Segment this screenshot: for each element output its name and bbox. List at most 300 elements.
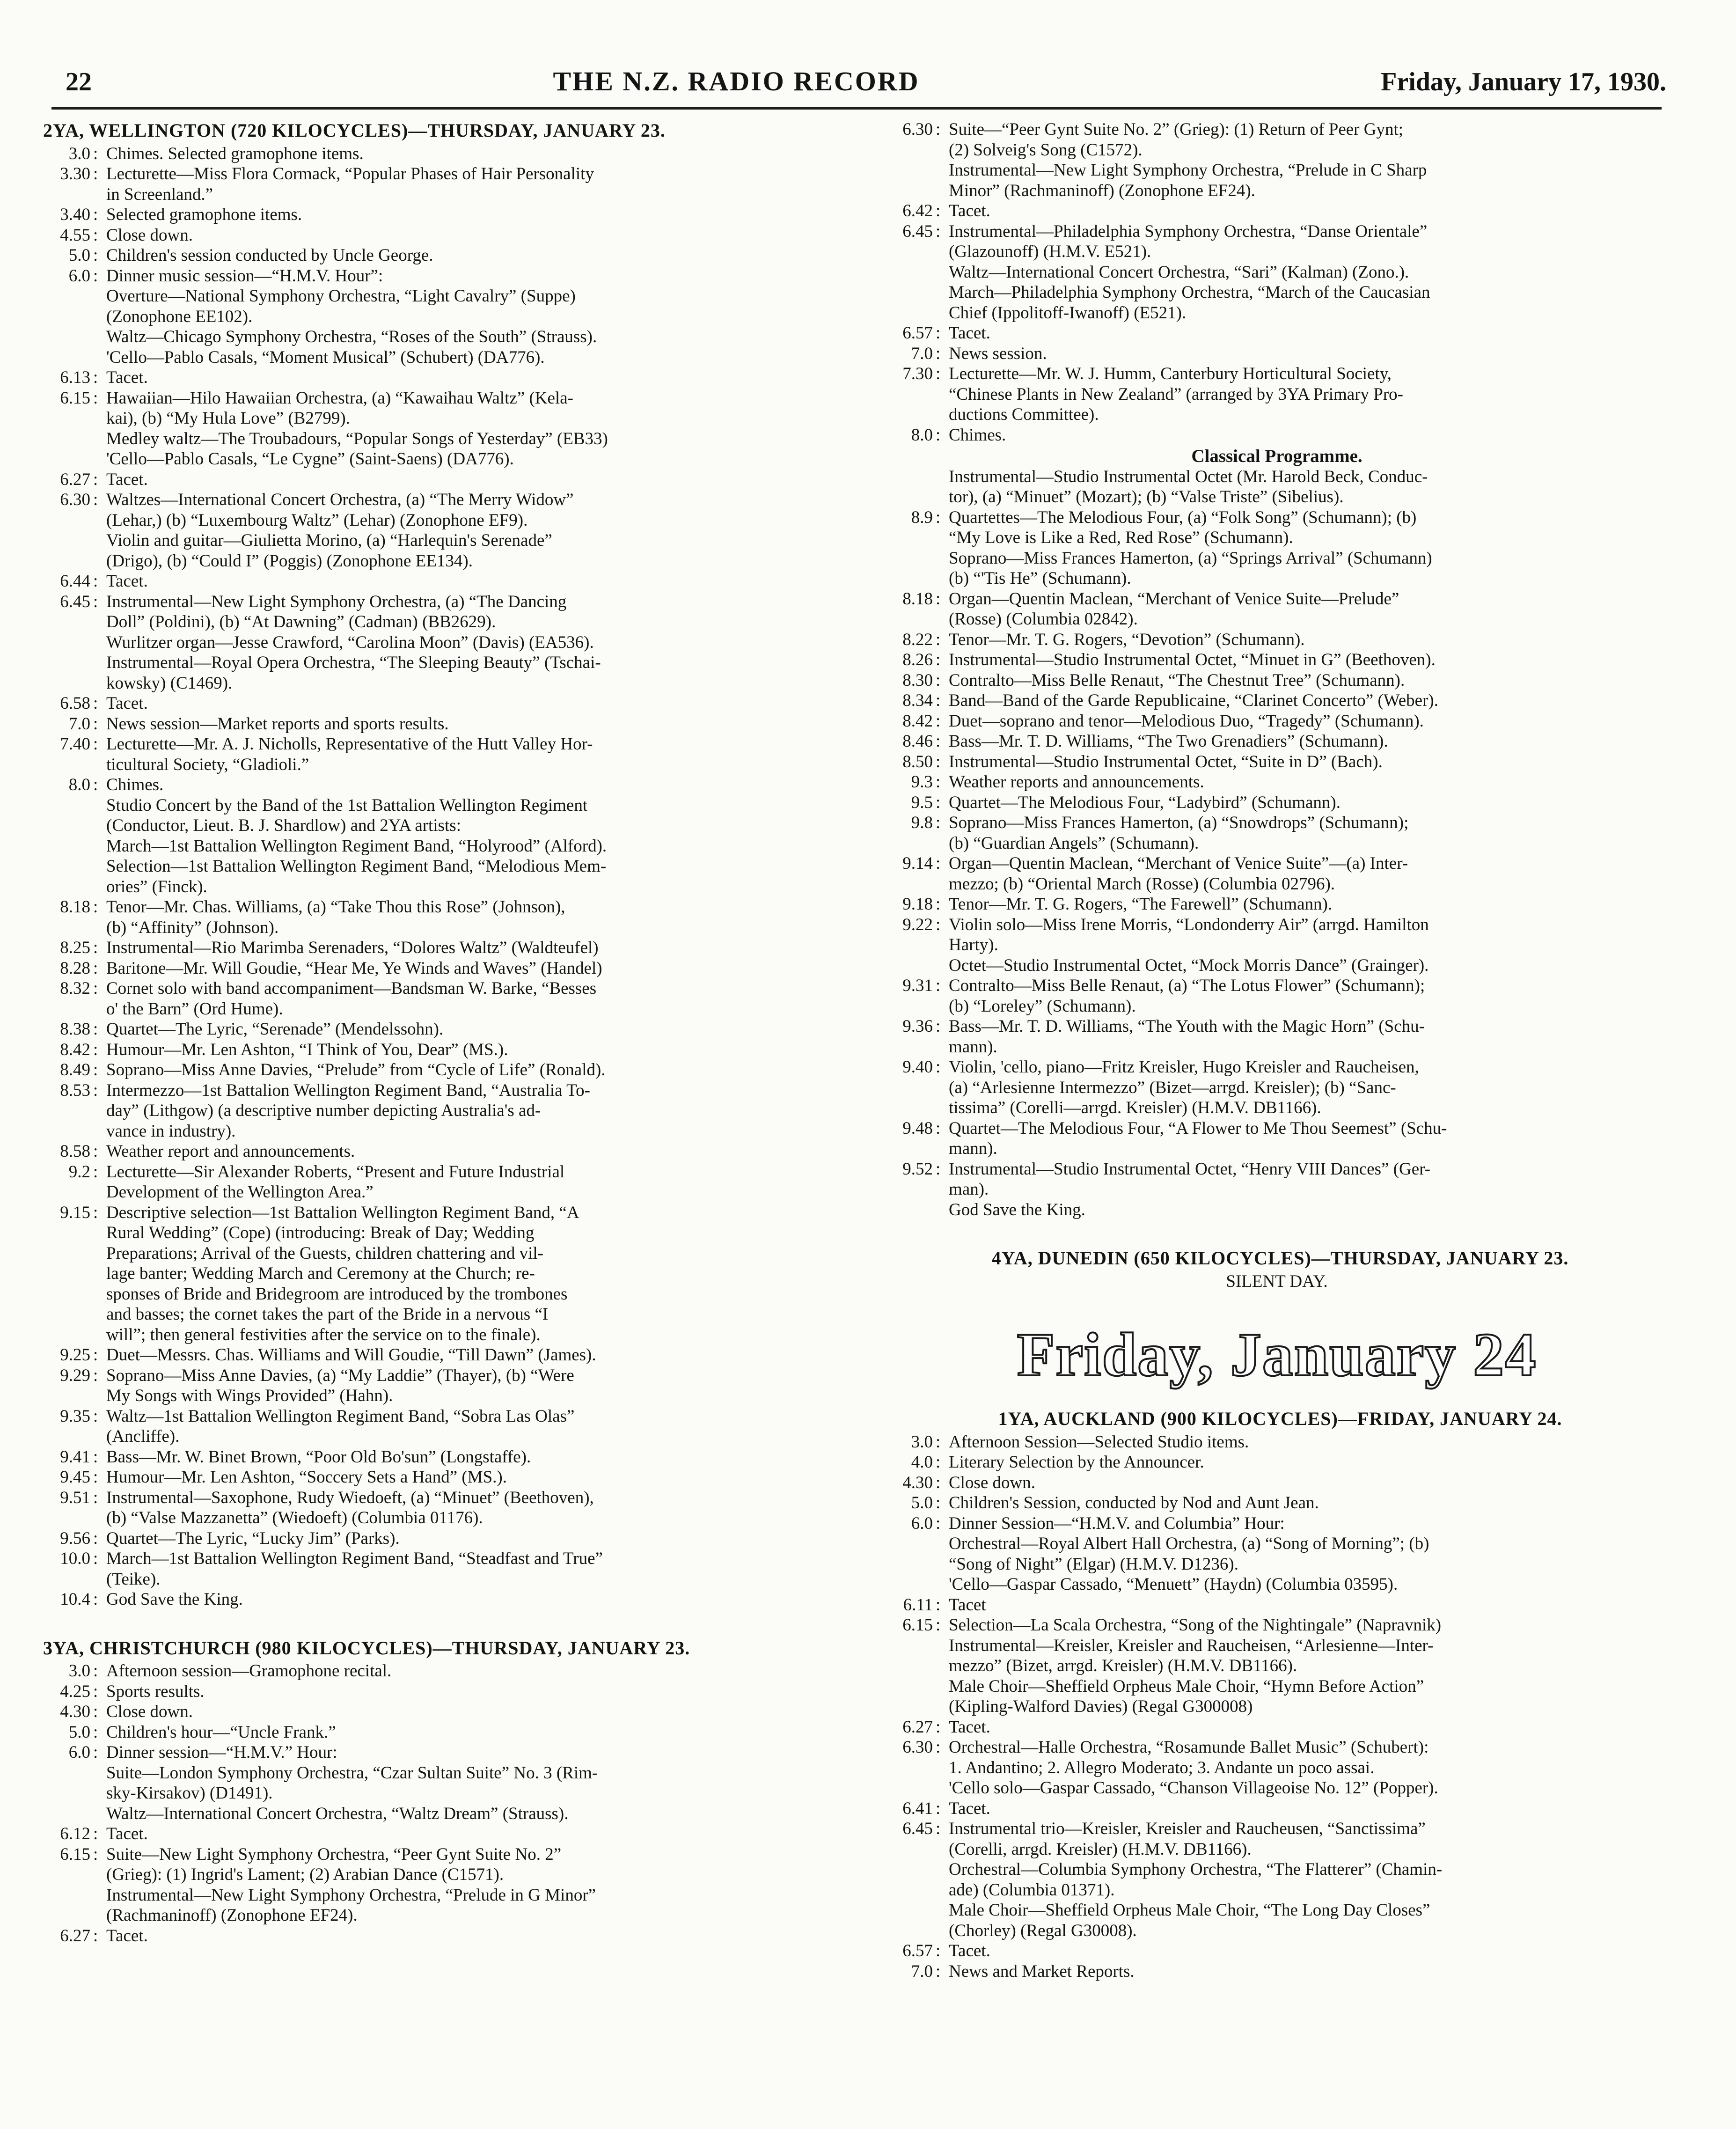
listing-time: 9.35 — [60, 1406, 90, 1426]
time-separator: : — [93, 592, 98, 611]
listing-continuation: 'Cello—Gaspar Cassado, “Menuett” (Haydn) (Columbia 03595). — [949, 1575, 1398, 1594]
listing-text: Dinner Session—“H.M.V. and Columbia” Hour: — [949, 1513, 1285, 1533]
listing-entry — [37, 1926, 851, 1946]
section-gap — [879, 1220, 1675, 1247]
listing-time: 9.41 — [60, 1447, 90, 1467]
listing-entry — [879, 1961, 1675, 1982]
listing-entry — [879, 589, 1675, 609]
listing-time: 9.51 — [60, 1488, 90, 1507]
listing-time: 6.0 — [68, 266, 90, 286]
listing-text: Quartettes—The Melodious Four, (a) “Folk Song” (Schumann); (b) — [949, 507, 1417, 527]
station-heading: 4YA, DUNEDIN (650 KILOCYCLES)—THURSDAY, JANUARY 23. — [991, 1248, 1569, 1269]
listing-continuation: (Zonophone EE102). — [106, 307, 253, 326]
listing-time: 8.50 — [902, 752, 933, 771]
listing-time: 8.42 — [902, 711, 933, 731]
time-separator: : — [93, 1824, 98, 1843]
listing-time: 6.13 — [60, 368, 90, 387]
listing-entry — [37, 1589, 851, 1610]
time-separator: : — [936, 120, 941, 139]
listing-text: Quartet—The Lyric, “Lucky Jim” (Parks). — [106, 1528, 400, 1548]
time-separator: : — [93, 470, 98, 489]
listing-text: Contralto—Miss Belle Renaut, “The Chestnut Tree” (Schumann). — [949, 670, 1405, 690]
listing-text: Lecturette—Sir Alexander Roberts, “Present and Future Industrial — [106, 1162, 565, 1182]
listing-continuation: Development of the Wellington Area.” — [106, 1182, 374, 1202]
listing-time: 8.25 — [60, 938, 90, 957]
listing-text: Afternoon session—Gramophone recital. — [106, 1661, 392, 1681]
listing-entry — [879, 915, 1675, 935]
listing-text: Baritone—Mr. Will Goudie, “Hear Me, Ye Winds and Waves” (Handel) — [106, 958, 602, 978]
time-separator: : — [936, 364, 941, 383]
listing-time: 6.15 — [902, 1615, 933, 1635]
listing-continuation: ductions Committee). — [949, 405, 1099, 424]
listing-continuation: Harty). — [949, 935, 998, 954]
time-separator: : — [93, 1447, 98, 1467]
listing-text: Tenor—Mr. T. G. Rogers, “The Farewell” (Schumann). — [949, 895, 1333, 914]
time-separator: : — [936, 895, 941, 914]
time-separator: : — [936, 1799, 941, 1818]
listing-entry — [879, 772, 1675, 793]
listing-text: Band—Band of the Garde Republicaine, “Clarinet Concerto” (Weber). — [949, 691, 1438, 710]
time-separator: : — [93, 1844, 98, 1864]
time-separator: : — [936, 650, 941, 669]
time-separator: : — [936, 1118, 941, 1138]
listing-text: Tacet — [949, 1595, 986, 1615]
listing-continuation: in Screenland.” — [106, 184, 213, 204]
listing-text: Soprano—Miss Anne Davies, “Prelude” from “Cycle of Life” (Ronald). — [106, 1060, 606, 1079]
listing-continuation: Minor” (Rachmaninoff) (Zonophone EF24). — [949, 181, 1255, 200]
listing-continuation: sky-Kirsakov) (D1491). — [106, 1784, 273, 1803]
time-separator: : — [93, 1702, 98, 1721]
listing-text: Instrumental—Rio Marimba Serenaders, “Dolores Waltz” (Waldteufel) — [106, 938, 599, 957]
listing-continuation: “Chinese Plants in New Zealand” (arranged by 3YA Primary Pro- — [949, 384, 1403, 404]
listing-continuation: ade) (Columbia 01371). — [949, 1880, 1115, 1900]
listing-entry — [879, 650, 1675, 670]
listing-time: 4.30 — [902, 1473, 933, 1492]
listing-continuation: Instrumental—Royal Opera Orchestra, “The Sleeping Beauty” (Tschai- — [106, 653, 601, 672]
listing-time: 6.11 — [903, 1595, 933, 1615]
listing-continuation: o' the Barn” (Ord Hume). — [106, 999, 283, 1019]
listing-text: Afternoon Session—Selected Studio items. — [949, 1432, 1249, 1452]
listing-text: Tacet. — [949, 201, 990, 220]
listing-entry — [879, 221, 1675, 242]
listing-text: Tacet. — [106, 470, 148, 489]
listing-continuation: (b) “Guardian Angels” (Schumann). — [949, 833, 1199, 853]
page-header — [66, 66, 1666, 108]
listing-time: 4.25 — [60, 1681, 90, 1701]
listing-time: 6.30 — [902, 120, 933, 139]
time-separator: : — [93, 1142, 98, 1161]
listing-text: Selected gramophone items. — [106, 205, 302, 224]
listing-time: 9.15 — [60, 1203, 90, 1222]
silent-day-notice: SILENT DAY. — [1226, 1271, 1328, 1291]
time-separator: : — [936, 711, 941, 731]
listing-continuation: 'Cello—Pablo Casals, “Le Cygne” (Saint-Saens) (DA776). — [106, 449, 514, 469]
listing-time: 4.0 — [911, 1453, 933, 1472]
listing-continuation: Studio Concert by the Band of the 1st Battalion Wellington Regiment — [106, 795, 588, 815]
listing-entry — [37, 490, 851, 510]
listing-continuation: March—Philadelphia Symphony Orchestra, “March of the Caucasian — [949, 283, 1430, 302]
listing-text: Quartet—The Lyric, “Serenade” (Mendelssohn). — [106, 1020, 444, 1039]
listing-continuation: Instrumental—Studio Instrumental Octet (Mr. Harold Beck, Conduc- — [949, 467, 1428, 486]
time-separator: : — [936, 1941, 941, 1960]
listing-time: 8.18 — [60, 897, 90, 917]
time-separator: : — [93, 1528, 98, 1548]
listing-entry — [879, 894, 1675, 915]
listing-time: 7.0 — [911, 344, 933, 363]
listing-text: Tacet. — [949, 323, 990, 343]
listing-continuation: man). — [949, 1180, 989, 1199]
listing-continuation: Suite—London Symphony Orchestra, “Czar Sultan Suite” No. 3 (Rim- — [106, 1763, 598, 1783]
listing-continuation: mezzo” (Bizet, arrgd. Kreisler) (H.M.V. DB1166). — [949, 1656, 1297, 1675]
listing-time: 3.0 — [68, 1661, 90, 1681]
listing-continuation: (Lehar,) (b) “Luxembourg Waltz” (Lehar) (Zonophone EF9). — [106, 510, 528, 530]
listing-time: 9.22 — [902, 915, 933, 934]
listing-continuation: Violin and guitar—Giulietta Morino, (a) “Harlequin's Serenade” — [106, 531, 552, 550]
listing-entry — [879, 976, 1675, 996]
time-separator: : — [93, 1365, 98, 1385]
listing-entry — [879, 323, 1675, 344]
listing-entry — [37, 775, 851, 795]
listing-continuation: Overture—National Symphony Orchestra, “Light Cavalry” (Suppe) — [106, 286, 576, 306]
time-separator: : — [93, 1590, 98, 1609]
listing-text: Suite—“Peer Gynt Suite No. 2” (Grieg): (1) Return of Peer Gynt; — [949, 120, 1404, 139]
listing-time: 9.3 — [911, 772, 933, 792]
listing-entry — [879, 1799, 1675, 1819]
listing-continuation: (Rachmaninoff) (Zonophone EF24). — [106, 1906, 358, 1925]
listing-text: Instrumental—Studio Instrumental Octet, “Suite in D” (Bach). — [949, 752, 1383, 771]
listing-entry — [879, 813, 1675, 833]
listing-continuation: Instrumental—Kreisler, Kreisler and Raucheisen, “Arlesienne—Inter- — [949, 1636, 1434, 1655]
listing-time: 6.45 — [902, 221, 933, 241]
listing-text: Dinner session—“H.M.V.” Hour: — [106, 1743, 337, 1762]
listing-entry — [879, 1473, 1675, 1493]
listing-entry — [37, 1203, 851, 1223]
listing-entry — [37, 1040, 851, 1060]
listing-continuation: mezzo; (b) “Oriental March (Rosse) (Columbia 02796). — [949, 874, 1335, 894]
listing-text: March—1st Battalion Wellington Regiment Band, “Steadfast and True” — [106, 1549, 603, 1568]
listing-text: God Save the King. — [106, 1590, 243, 1609]
time-separator: : — [93, 1162, 98, 1182]
listing-text: Tacet. — [106, 1926, 148, 1945]
time-separator: : — [93, 694, 98, 713]
time-separator: : — [936, 1961, 941, 1981]
listing-text: Weather reports and announcements. — [949, 772, 1204, 792]
listing-time: 6.27 — [902, 1717, 933, 1737]
listing-text: Children's session conducted by Uncle George. — [106, 246, 433, 265]
listing-time: 9.25 — [60, 1345, 90, 1365]
listing-continuation: (Ancliffe). — [106, 1427, 180, 1446]
listing-text: News session. — [949, 344, 1047, 363]
listing-time: 8.49 — [60, 1060, 90, 1079]
time-separator: : — [93, 1549, 98, 1568]
listing-entry — [37, 1681, 851, 1702]
listing-entry — [879, 1493, 1675, 1513]
listing-continuation: Male Choir—Sheffield Orpheus Male Choir, “Hymn Before Action” — [949, 1676, 1424, 1696]
listing-continuation: (Corelli, arrgd. Kreisler) (H.M.V. DB1166). — [949, 1839, 1252, 1859]
listing-time: 6.0 — [911, 1513, 933, 1533]
listing-text: Lecturette—Mr. A. J. Nicholls, Representative of the Hutt Valley Hor- — [106, 734, 593, 754]
listing-continuation: tor), (a) “Minuet” (Mozart); (b) “Valse Triste” (Sibelius). — [949, 487, 1344, 507]
time-separator: : — [93, 205, 98, 224]
listing-continuation: (a) “Arlesienne Intermezzo” (Bizet—arrgd. Kreisler); (b) “Sanc- — [949, 1078, 1396, 1097]
listing-text: Humour—Mr. Len Ashton, “Soccery Sets a Hand” (MS.). — [106, 1468, 507, 1487]
listing-text: Contralto—Miss Belle Renaut, (a) “The Lotus Flower” (Schumann); — [949, 976, 1425, 995]
listing-entry — [879, 690, 1675, 711]
listing-entry — [37, 693, 851, 714]
listing-time: 8.9 — [911, 507, 933, 527]
listing-text: Tacet. — [106, 1824, 148, 1843]
listing-text: Lecturette—Mr. W. J. Humm, Canterbury Horticultural Society, — [949, 364, 1392, 383]
listing-entry — [37, 205, 851, 225]
listing-text: Literary Selection by the Announcer. — [949, 1453, 1204, 1472]
time-separator: : — [936, 1159, 941, 1179]
publication-title: THE N.Z. RADIO RECORD — [553, 66, 920, 96]
listing-continuation: (Kipling-Walford Davies) (Regal G300008) — [949, 1697, 1253, 1716]
time-separator: : — [936, 1738, 941, 1757]
listing-continuation: Medley waltz—The Troubadours, “Popular Songs of Yesterday” (EB33) — [106, 429, 608, 448]
listing-entry — [879, 1159, 1675, 1180]
time-separator: : — [936, 1453, 941, 1472]
listing-continuation: God Save the King. — [949, 1200, 1085, 1219]
listing-time: 9.29 — [60, 1365, 90, 1385]
time-separator: : — [936, 507, 941, 527]
time-separator: : — [936, 589, 941, 609]
listing-text: Sports results. — [106, 1681, 205, 1701]
listing-entry — [879, 1432, 1675, 1453]
listing-entry — [879, 711, 1675, 732]
time-separator: : — [936, 915, 941, 934]
time-separator: : — [93, 714, 98, 734]
listing-text: News session—Market reports and sports results. — [106, 714, 449, 734]
listing-text: Soprano—Miss Frances Hamerton, (a) “Snowdrops” (Schumann); — [949, 813, 1409, 832]
time-separator: : — [936, 691, 941, 710]
listing-entry — [879, 1941, 1675, 1961]
time-separator: : — [936, 221, 941, 241]
listing-text: Instrumental trio—Kreisler, Kreisler and Raucheusen, “Sanctissima” — [949, 1819, 1426, 1838]
listing-entry — [37, 734, 851, 755]
listing-entry — [879, 119, 1675, 140]
time-separator: : — [936, 1473, 941, 1492]
listing-continuation: (b) “Loreley” (Schumann). — [949, 996, 1136, 1016]
listing-text: Tacet. — [106, 694, 148, 713]
listing-text: Soprano—Miss Anne Davies, (a) “My Laddie” (Thayer), (b) “Were — [106, 1365, 574, 1385]
time-separator: : — [936, 976, 941, 995]
time-separator: : — [93, 775, 98, 794]
listing-text: Quartet—The Melodious Four, “Ladybird” (Schumann). — [949, 793, 1340, 812]
listing-time: 6.57 — [902, 1941, 933, 1960]
listing-continuation: (Conductor, Lieut. B. J. Shardlow) and 2YA artists: — [106, 816, 461, 835]
listing-entry — [37, 1080, 851, 1101]
time-separator: : — [936, 1057, 941, 1077]
listing-entry — [37, 978, 851, 999]
header-rule — [51, 107, 1662, 110]
listing-time: 10.0 — [60, 1549, 90, 1568]
section-gap — [37, 1610, 851, 1637]
listing-entry — [37, 144, 851, 164]
listing-time: 6.57 — [902, 323, 933, 343]
listing-entry — [879, 1513, 1675, 1534]
listing-entry — [879, 1452, 1675, 1473]
listing-entry — [37, 897, 851, 918]
listing-entry — [879, 1016, 1675, 1037]
listing-text: Tenor—Mr. Chas. Williams, (a) “Take Thou this Rose” (Johnson), — [106, 897, 565, 917]
listing-entry — [37, 1406, 851, 1427]
listing-continuation: “My Love is Like a Red, Red Rose” (Schumann). — [949, 528, 1293, 547]
listing-continuation: Soprano—Miss Frances Hamerton, (a) “Springs Arrival” (Schumann) — [949, 548, 1432, 568]
time-separator: : — [93, 144, 98, 163]
listing-time: 9.36 — [902, 1017, 933, 1036]
listing-entry — [37, 367, 851, 388]
listing-text: Tacet. — [106, 368, 148, 387]
listing-continuation: (Drigo), (b) “Could I” (Poggis) (Zonophone EE134). — [106, 551, 473, 571]
time-separator: : — [93, 734, 98, 754]
listing-entry — [37, 592, 851, 612]
time-separator: : — [936, 630, 941, 649]
listing-continuation: Waltz—Chicago Symphony Orchestra, “Roses of the South” (Strauss). — [106, 327, 597, 346]
listing-text: Waltz—1st Battalion Wellington Regiment Band, “Sobra Las Olas” — [106, 1406, 575, 1426]
listing-text: Duet—Messrs. Chas. Williams and Will Goudie, “Till Dawn” (James). — [106, 1345, 596, 1365]
time-separator: : — [936, 670, 941, 690]
time-separator: : — [936, 1432, 941, 1452]
listing-text: Instrumental—Philadelphia Symphony Orchestra, “Danse Orientale” — [949, 221, 1428, 241]
listing-time: 6.44 — [60, 572, 90, 591]
listing-entry — [37, 245, 851, 266]
listing-continuation: Rural Wedding” (Cope) (introducing: Break of Day; Wedding — [106, 1223, 535, 1242]
listing-continuation: Wurlitzer organ—Jesse Crawford, “Carolina Moon” (Davis) (EA536). — [106, 632, 594, 652]
listing-entry — [37, 1141, 851, 1162]
listing-text: Organ—Quentin Maclean, “Merchant of Venice Suite—Prelude” — [949, 589, 1399, 609]
listing-continuation: ticultural Society, “Gladioli.” — [106, 755, 309, 774]
listing-text: Cornet solo with band accompaniment—Bandsman W. Barke, “Besses — [106, 979, 597, 998]
listing-time: 4.55 — [60, 225, 90, 245]
time-separator: : — [936, 813, 941, 832]
listing-entry — [879, 1057, 1675, 1078]
listing-time: 9.2 — [68, 1162, 90, 1182]
listing-text: Selection—La Scala Orchestra, “Song of the Nightingale” (Napravnik) — [949, 1615, 1442, 1635]
listing-text: Humour—Mr. Len Ashton, “I Think of You, Dear” (MS.). — [106, 1040, 508, 1059]
listing-continuation: Doll” (Poldini), (b) “At Dawning” (Cadman) (BB2629). — [106, 612, 496, 631]
listing-time: 9.45 — [60, 1468, 90, 1487]
listing-continuation: will”; then general festivities after the service on to the finale). — [106, 1325, 541, 1344]
listing-continuation: day” (Lithgow) (a descriptive number depicting Australia's ad- — [106, 1101, 541, 1120]
listing-text: Bass—Mr. W. Binet Brown, “Poor Old Bo'sun” (Longstaffe). — [106, 1447, 531, 1467]
listing-entry — [37, 1060, 851, 1080]
listing-entry — [37, 266, 851, 286]
listing-entry — [879, 201, 1675, 221]
listing-continuation: Instrumental—New Light Symphony Orchestra, “Prelude in G Minor” — [106, 1885, 596, 1905]
listing-entry — [879, 853, 1675, 874]
time-separator: : — [936, 1017, 941, 1036]
time-separator: : — [93, 164, 98, 184]
listing-text: Violin, 'cello, piano—Fritz Kreisler, Hugo Kreisler and Raucheisen, — [949, 1057, 1419, 1077]
time-separator: : — [93, 1661, 98, 1681]
listing-continuation: (b) “Valse Mazzanetta” (Wiedoeft) (Columbia 01176). — [106, 1508, 483, 1527]
listing-entry — [879, 1737, 1675, 1758]
listing-time: 7.40 — [60, 734, 90, 754]
listing-text: Chimes. — [106, 775, 164, 794]
listing-time: 3.30 — [60, 164, 90, 184]
programme-subheading: Classical Programme. — [1191, 446, 1362, 466]
issue-date: Friday, January 17, 1930. — [1381, 67, 1666, 96]
listing-entry — [37, 388, 851, 409]
listing-time: 5.0 — [68, 246, 90, 265]
listing-time: 9.18 — [902, 895, 933, 914]
listing-entry — [37, 1467, 851, 1488]
listing-time: 6.0 — [68, 1743, 90, 1762]
time-separator: : — [93, 958, 98, 978]
listing-entry — [37, 958, 851, 979]
left-column — [37, 119, 851, 1946]
page-number: 22 — [66, 67, 92, 96]
time-separator: : — [936, 323, 941, 343]
listing-time: 6.15 — [60, 1844, 90, 1864]
listing-entry — [37, 1488, 851, 1508]
listing-entry — [879, 793, 1675, 813]
listing-time: 9.14 — [902, 854, 933, 873]
day-heading: Friday, January 24 — [1017, 1320, 1537, 1389]
listing-entry — [37, 1528, 851, 1549]
listing-time: 3.0 — [68, 144, 90, 163]
listing-text: Suite—New Light Symphony Orchestra, “Peer Gynt Suite No. 2” — [106, 1844, 562, 1864]
listing-time: 6.42 — [902, 201, 933, 220]
listing-entry — [879, 1615, 1675, 1636]
listing-entry — [37, 1162, 851, 1182]
listing-continuation: sponses of Bride and Bridegroom are introduced by the trombones — [106, 1284, 568, 1304]
time-separator: : — [93, 1743, 98, 1762]
listing-time: 8.42 — [60, 1040, 90, 1059]
time-separator: : — [93, 246, 98, 265]
station-heading: 1YA, AUCKLAND (900 KILOCYCLES)—FRIDAY, JANUARY 24. — [998, 1408, 1562, 1429]
listing-time: 9.5 — [911, 793, 933, 812]
listing-time: 3.40 — [60, 205, 90, 224]
listing-continuation: Preparations; Arrival of the Guests, children chattering and vil- — [106, 1243, 543, 1263]
listing-text: Instrumental—Studio Instrumental Octet, “Henry VIII Dances” (Ger- — [949, 1159, 1431, 1179]
listing-time: 5.0 — [68, 1722, 90, 1742]
listing-text: Chimes. Selected gramophone items. — [106, 144, 364, 163]
listing-entry — [879, 1118, 1675, 1139]
listing-entry — [879, 364, 1675, 384]
listing-time: 6.30 — [60, 490, 90, 509]
listing-time: 7.30 — [902, 364, 933, 383]
listing-text: Tacet. — [949, 1717, 990, 1737]
listing-time: 9.48 — [902, 1118, 933, 1138]
time-separator: : — [936, 201, 941, 220]
listing-entry — [37, 164, 851, 184]
listing-entry — [879, 670, 1675, 691]
listing-time: 6.15 — [60, 388, 90, 408]
listing-text: Violin solo—Miss Irene Morris, “Londonderry Air” (arrgd. Hamilton — [949, 915, 1429, 934]
listing-text: Hawaiian—Hilo Hawaiian Orchestra, (a) “Kawaihau Waltz” (Kela- — [106, 388, 573, 408]
time-separator: : — [93, 266, 98, 286]
listing-text: Intermezzo—1st Battalion Wellington Regiment Band, “Australia To- — [106, 1080, 590, 1100]
time-separator: : — [93, 1060, 98, 1079]
listing-continuation: (b) “'Tis He” (Schumann). — [949, 569, 1131, 588]
listing-time: 8.0 — [68, 775, 90, 794]
time-separator: : — [93, 1345, 98, 1365]
listing-continuation: (Rosse) (Columbia 02842). — [949, 609, 1138, 629]
listing-time: 9.40 — [902, 1057, 933, 1077]
time-separator: : — [936, 1615, 941, 1635]
listing-entry — [879, 344, 1675, 364]
listing-continuation: lage banter; Wedding March and Ceremony at the Church; re- — [106, 1264, 535, 1283]
listing-time: 8.18 — [902, 589, 933, 609]
listing-text: Organ—Quentin Maclean, “Merchant of Venice Suite”—(a) Inter- — [949, 854, 1408, 873]
listing-time: 9.56 — [60, 1528, 90, 1548]
listing-time: 8.30 — [902, 670, 933, 690]
listing-text: Children's Session, conducted by Nod and Aunt Jean. — [949, 1493, 1319, 1512]
listing-entry — [37, 1702, 851, 1722]
time-separator: : — [936, 772, 941, 792]
